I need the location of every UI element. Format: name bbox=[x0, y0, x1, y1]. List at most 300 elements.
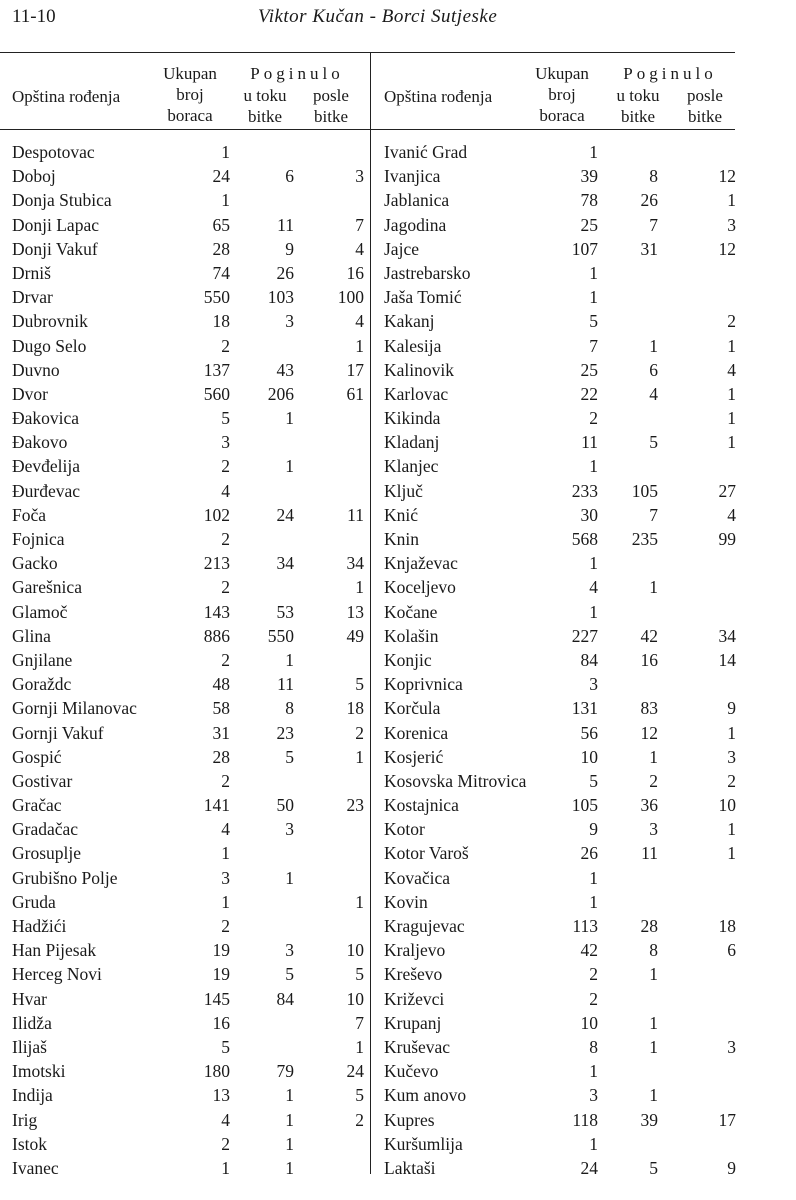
total-fighters: 1 bbox=[589, 456, 598, 477]
killed-during-battle: 2 bbox=[649, 770, 658, 791]
municipality-name: Đakovo bbox=[12, 432, 68, 453]
killed-during-battle: 24 bbox=[276, 504, 294, 525]
total-fighters: 18 bbox=[212, 311, 230, 332]
table-row bbox=[12, 1011, 372, 1035]
table-row bbox=[12, 1108, 372, 1132]
total-fighters: 1 bbox=[221, 190, 230, 211]
municipality-name: Kolašin bbox=[384, 625, 439, 646]
killed-after-battle: 24 bbox=[346, 1061, 364, 1082]
municipality-name: Despotovac bbox=[12, 142, 95, 162]
table-row bbox=[384, 285, 744, 309]
municipality-name: Kikinda bbox=[384, 408, 441, 429]
total-fighters: 2 bbox=[221, 577, 230, 598]
total-fighters: 26 bbox=[580, 843, 598, 864]
killed-after-battle: 12 bbox=[718, 238, 736, 259]
municipality-name: Ilijaš bbox=[12, 1036, 47, 1057]
table-row bbox=[12, 866, 372, 890]
total-fighters: 113 bbox=[572, 916, 598, 936]
killed-after-battle: 1 bbox=[727, 819, 736, 840]
municipality-name: Gradačac bbox=[12, 819, 79, 840]
table-row bbox=[12, 261, 372, 285]
killed-during-battle: 28 bbox=[640, 916, 658, 936]
municipality-name: Ilidža bbox=[12, 1012, 52, 1033]
table-row bbox=[384, 213, 744, 237]
total-fighters: 39 bbox=[580, 166, 598, 187]
municipality-name: Kosjerić bbox=[384, 746, 444, 767]
killed-during-battle: 3 bbox=[649, 819, 658, 840]
total-fighters: 4 bbox=[221, 1109, 230, 1130]
municipality-name: Križevci bbox=[384, 988, 445, 1009]
total-fighters: 107 bbox=[571, 238, 598, 259]
total-fighters: 2 bbox=[221, 456, 230, 477]
killed-during-battle: 5 bbox=[285, 746, 294, 767]
total-fighters: 2 bbox=[589, 988, 598, 1009]
killed-during-battle: 12 bbox=[640, 722, 658, 743]
killed-during-battle: 50 bbox=[276, 795, 294, 816]
municipality-name: Đakovica bbox=[12, 408, 80, 429]
total-fighters: 9 bbox=[589, 819, 598, 840]
killed-during-battle: 550 bbox=[267, 625, 294, 646]
killed-during-battle: 1 bbox=[649, 1012, 658, 1033]
municipality-name: Gostivar bbox=[12, 770, 73, 791]
total-fighters: 180 bbox=[203, 1061, 230, 1082]
municipality-name: Hvar bbox=[12, 988, 47, 1009]
total-fighters: 4 bbox=[221, 819, 230, 840]
total-fighters: 84 bbox=[580, 649, 598, 670]
municipality-name: Kladanj bbox=[384, 432, 440, 453]
municipality-name: Jastrebarsko bbox=[384, 262, 471, 283]
municipality-name: Glina bbox=[12, 625, 51, 646]
municipality-name: Hadžići bbox=[12, 916, 67, 936]
total-fighters: 2 bbox=[589, 408, 598, 429]
total-fighters: 131 bbox=[571, 698, 598, 719]
municipality-name: Korčula bbox=[384, 698, 441, 719]
killed-after-battle: 34 bbox=[346, 553, 364, 574]
total-fighters: 24 bbox=[212, 166, 230, 187]
total-fighters: 1 bbox=[221, 142, 230, 162]
killed-during-battle: 31 bbox=[640, 238, 658, 259]
total-fighters: 118 bbox=[572, 1109, 598, 1130]
total-fighters: 568 bbox=[571, 529, 598, 549]
total-fighters: 19 bbox=[212, 964, 230, 985]
municipality-name: Garešnica bbox=[12, 577, 82, 598]
table-row bbox=[384, 1059, 744, 1083]
killed-after-battle: 1 bbox=[727, 335, 736, 356]
municipality-name: Drniš bbox=[12, 262, 51, 283]
killed-after-battle: 1 bbox=[727, 722, 736, 743]
total-fighters: 22 bbox=[580, 383, 598, 404]
killed-during-battle: 3 bbox=[285, 940, 294, 961]
table-row bbox=[12, 624, 372, 648]
right-header-total: Ukupan broj boraca bbox=[535, 64, 589, 125]
total-fighters: 2 bbox=[589, 964, 598, 985]
killed-during-battle: 53 bbox=[276, 601, 294, 622]
total-fighters: 143 bbox=[203, 601, 230, 622]
total-fighters: 886 bbox=[203, 625, 230, 646]
municipality-name: Krupanj bbox=[384, 1012, 442, 1033]
municipality-name: Konjic bbox=[384, 649, 432, 670]
total-fighters: 1 bbox=[589, 1133, 598, 1154]
municipality-name: Kovin bbox=[384, 891, 428, 912]
municipality-name: Kakanj bbox=[384, 311, 435, 332]
killed-during-battle: 34 bbox=[276, 553, 294, 574]
table-row bbox=[384, 503, 744, 527]
killed-during-battle: 23 bbox=[276, 722, 294, 743]
table-row bbox=[12, 140, 372, 164]
total-fighters: 1 bbox=[589, 262, 598, 283]
municipality-name: Indija bbox=[12, 1085, 53, 1106]
table-row bbox=[12, 503, 372, 527]
killed-after-battle: 61 bbox=[346, 383, 364, 404]
municipality-name: Gruda bbox=[12, 891, 56, 912]
total-fighters: 4 bbox=[589, 577, 598, 598]
killed-during-battle: 11 bbox=[641, 843, 658, 864]
table-row bbox=[384, 696, 744, 720]
municipality-name: Doboj bbox=[12, 166, 56, 187]
running-title: Viktor Kučan - Borci Sutjeske bbox=[258, 6, 498, 27]
killed-during-battle: 43 bbox=[276, 359, 294, 380]
killed-during-battle: 1 bbox=[285, 649, 294, 670]
total-fighters: 19 bbox=[212, 940, 230, 961]
table-row bbox=[12, 890, 372, 914]
killed-during-battle: 9 bbox=[285, 238, 294, 259]
killed-during-battle: 26 bbox=[640, 190, 658, 211]
table-row bbox=[12, 1083, 372, 1107]
total-fighters: 10 bbox=[580, 1012, 598, 1033]
table-row bbox=[384, 1156, 744, 1180]
table-row bbox=[12, 1132, 372, 1156]
table-row bbox=[384, 188, 744, 212]
table-row bbox=[384, 866, 744, 890]
table-row bbox=[384, 841, 744, 865]
killed-during-battle: 3 bbox=[285, 819, 294, 840]
total-fighters: 550 bbox=[203, 287, 230, 308]
municipality-name: Goraždc bbox=[12, 674, 72, 695]
table-row bbox=[384, 817, 744, 841]
killed-after-battle: 10 bbox=[718, 795, 736, 816]
killed-during-battle: 42 bbox=[640, 625, 658, 646]
killed-after-battle: 4 bbox=[727, 504, 736, 525]
total-fighters: 1 bbox=[589, 142, 598, 162]
municipality-name: Knjaževac bbox=[384, 553, 458, 574]
table-row bbox=[384, 479, 744, 503]
municipality-name: Glamoč bbox=[12, 601, 68, 622]
page-number: 11-10 bbox=[12, 6, 56, 27]
total-fighters: 13 bbox=[212, 1085, 230, 1106]
table-row bbox=[384, 454, 744, 478]
total-fighters: 10 bbox=[580, 746, 598, 767]
municipality-name: Gornji Vakuf bbox=[12, 722, 104, 743]
table-row bbox=[384, 987, 744, 1011]
killed-during-battle: 105 bbox=[631, 480, 658, 501]
municipality-name: Donja Stubica bbox=[12, 190, 112, 211]
table-row bbox=[384, 793, 744, 817]
total-fighters: 7 bbox=[589, 335, 598, 356]
municipality-name: Laktaši bbox=[384, 1157, 436, 1178]
total-fighters: 227 bbox=[571, 625, 598, 646]
killed-during-battle: 6 bbox=[649, 359, 658, 380]
left-table bbox=[12, 140, 372, 1180]
page-header bbox=[12, 6, 772, 34]
total-fighters: 58 bbox=[212, 698, 230, 719]
killed-during-battle: 1 bbox=[649, 1036, 658, 1057]
table-row bbox=[12, 600, 372, 624]
killed-during-battle: 3 bbox=[285, 311, 294, 332]
table-row bbox=[384, 1132, 744, 1156]
killed-during-battle: 1 bbox=[649, 746, 658, 767]
municipality-name: Kum anovo bbox=[384, 1085, 467, 1106]
table-row bbox=[384, 769, 744, 793]
table-row bbox=[384, 914, 744, 938]
municipality-name: Han Pijesak bbox=[12, 940, 97, 961]
municipality-name: Koprivnica bbox=[384, 674, 463, 695]
municipality-name: Kotor bbox=[384, 819, 425, 840]
total-fighters: 3 bbox=[221, 432, 230, 453]
killed-after-battle: 6 bbox=[727, 940, 736, 961]
municipality-name: Kragujevac bbox=[384, 916, 465, 936]
killed-after-battle: 17 bbox=[718, 1109, 736, 1130]
table-row bbox=[384, 382, 744, 406]
table-row bbox=[384, 334, 744, 358]
killed-after-battle: 1 bbox=[355, 1036, 364, 1057]
killed-during-battle: 1 bbox=[285, 456, 294, 477]
municipality-name: Jablanica bbox=[384, 190, 450, 211]
table-row bbox=[384, 1035, 744, 1059]
left-header-after: posle bitke bbox=[313, 86, 349, 126]
municipality-name: Kosovska Mitrovica bbox=[384, 770, 527, 791]
table-row bbox=[384, 261, 744, 285]
total-fighters: 78 bbox=[580, 190, 598, 211]
killed-during-battle: 8 bbox=[285, 698, 294, 719]
municipality-name: Kučevo bbox=[384, 1061, 439, 1082]
killed-after-battle: 10 bbox=[346, 988, 364, 1009]
total-fighters: 5 bbox=[589, 770, 598, 791]
killed-after-battle: 9 bbox=[727, 1157, 736, 1178]
table-row bbox=[384, 358, 744, 382]
municipality-name: Gacko bbox=[12, 553, 58, 574]
table-row bbox=[12, 358, 372, 382]
municipality-name: Korenica bbox=[384, 722, 449, 743]
total-fighters: 3 bbox=[221, 867, 230, 888]
municipality-name: Donji Lapac bbox=[12, 214, 99, 235]
killed-during-battle: 1 bbox=[285, 1157, 294, 1178]
table-row bbox=[384, 672, 744, 696]
total-fighters: 1 bbox=[589, 1061, 598, 1082]
killed-during-battle: 11 bbox=[277, 214, 294, 235]
left-header-municipality: Opština rođenja bbox=[12, 87, 121, 106]
municipality-name: Dugo Selo bbox=[12, 335, 87, 356]
total-fighters: 8 bbox=[589, 1036, 598, 1057]
killed-after-battle: 4 bbox=[355, 311, 364, 332]
killed-during-battle: 79 bbox=[276, 1061, 294, 1082]
killed-during-battle: 1 bbox=[285, 867, 294, 888]
municipality-name: Ivanić Grad bbox=[384, 142, 468, 162]
table-row bbox=[384, 1083, 744, 1107]
municipality-name: Kruševac bbox=[384, 1036, 451, 1057]
table-row bbox=[12, 237, 372, 261]
killed-after-battle: 17 bbox=[346, 359, 364, 380]
killed-during-battle: 1 bbox=[285, 1109, 294, 1130]
total-fighters: 1 bbox=[221, 843, 230, 864]
killed-after-battle: 1 bbox=[355, 746, 364, 767]
total-fighters: 42 bbox=[580, 940, 598, 961]
municipality-name: Kalinovik bbox=[384, 359, 454, 380]
killed-after-battle: 5 bbox=[355, 964, 364, 985]
total-fighters: 2 bbox=[221, 770, 230, 791]
killed-after-battle: 2 bbox=[727, 770, 736, 791]
killed-during-battle: 11 bbox=[277, 674, 294, 695]
table-row bbox=[384, 527, 744, 551]
killed-during-battle: 235 bbox=[631, 529, 658, 549]
killed-during-battle: 1 bbox=[649, 964, 658, 985]
total-fighters: 1 bbox=[589, 891, 598, 912]
killed-after-battle: 34 bbox=[718, 625, 736, 646]
table-row bbox=[384, 721, 744, 745]
municipality-name: Gnjilane bbox=[12, 649, 73, 670]
killed-after-battle: 100 bbox=[337, 287, 364, 308]
total-fighters: 2 bbox=[221, 916, 230, 936]
municipality-name: Irig bbox=[12, 1109, 38, 1130]
total-fighters: 1 bbox=[589, 287, 598, 308]
killed-after-battle: 5 bbox=[355, 1085, 364, 1106]
table-row bbox=[12, 406, 372, 430]
total-fighters: 141 bbox=[203, 795, 230, 816]
table-row bbox=[384, 237, 744, 261]
municipality-name: Grosuplje bbox=[12, 843, 82, 864]
total-fighters: 5 bbox=[589, 311, 598, 332]
table-row bbox=[12, 551, 372, 575]
killed-after-battle: 10 bbox=[346, 940, 364, 961]
municipality-name: Kostajnica bbox=[384, 795, 459, 816]
killed-after-battle: 1 bbox=[727, 190, 736, 211]
total-fighters: 65 bbox=[212, 214, 230, 235]
municipality-name: Knin bbox=[384, 529, 419, 549]
table-row bbox=[12, 1156, 372, 1180]
total-fighters: 28 bbox=[212, 238, 230, 259]
table-row bbox=[12, 479, 372, 503]
table-row bbox=[12, 285, 372, 309]
total-fighters: 25 bbox=[580, 214, 598, 235]
killed-after-battle: 12 bbox=[718, 166, 736, 187]
table-row bbox=[384, 551, 744, 575]
killed-after-battle: 2 bbox=[355, 1109, 364, 1130]
killed-during-battle: 84 bbox=[276, 988, 294, 1009]
municipality-name: Đevđelija bbox=[12, 456, 81, 477]
killed-after-battle: 3 bbox=[727, 1036, 736, 1057]
killed-after-battle: 4 bbox=[727, 359, 736, 380]
table-row bbox=[12, 1035, 372, 1059]
killed-after-battle: 18 bbox=[718, 916, 736, 936]
killed-during-battle: 16 bbox=[640, 649, 658, 670]
table-row bbox=[12, 987, 372, 1011]
killed-after-battle: 2 bbox=[727, 311, 736, 332]
municipality-name: Karlovac bbox=[384, 383, 449, 404]
table-row bbox=[384, 140, 744, 164]
killed-after-battle: 49 bbox=[346, 625, 364, 646]
table-row bbox=[12, 938, 372, 962]
killed-during-battle: 36 bbox=[640, 795, 658, 816]
killed-during-battle: 1 bbox=[649, 577, 658, 598]
table-row bbox=[384, 962, 744, 986]
table-row bbox=[12, 769, 372, 793]
table-top-rule bbox=[0, 52, 735, 53]
total-fighters: 1 bbox=[221, 891, 230, 912]
municipality-name: Imotski bbox=[12, 1061, 66, 1082]
killed-after-battle: 16 bbox=[346, 262, 364, 283]
killed-during-battle: 26 bbox=[276, 262, 294, 283]
left-header-during: u toku bitke bbox=[243, 86, 287, 126]
table-row bbox=[384, 938, 744, 962]
total-fighters: 1 bbox=[589, 553, 598, 574]
killed-during-battle: 1 bbox=[649, 335, 658, 356]
municipality-name: Fojnica bbox=[12, 529, 65, 549]
total-fighters: 1 bbox=[589, 601, 598, 622]
killed-during-battle: 1 bbox=[649, 1085, 658, 1106]
left-header-total: Ukupan broj boraca bbox=[163, 64, 217, 125]
right-header-after: posle bitke bbox=[687, 86, 723, 126]
left-header-killed: Poginulo bbox=[250, 64, 344, 83]
table-row bbox=[12, 745, 372, 769]
municipality-name: Kočane bbox=[384, 601, 438, 622]
total-fighters: 74 bbox=[212, 262, 230, 283]
table-row bbox=[384, 600, 744, 624]
municipality-name: Kalesija bbox=[384, 335, 442, 356]
killed-during-battle: 1 bbox=[285, 1133, 294, 1154]
killed-after-battle: 3 bbox=[727, 746, 736, 767]
total-fighters: 2 bbox=[221, 649, 230, 670]
killed-after-battle: 1 bbox=[727, 843, 736, 864]
killed-after-battle: 1 bbox=[355, 335, 364, 356]
killed-after-battle: 5 bbox=[355, 674, 364, 695]
killed-during-battle: 8 bbox=[649, 940, 658, 961]
total-fighters: 5 bbox=[221, 408, 230, 429]
total-fighters: 4 bbox=[221, 480, 230, 501]
municipality-name: Knić bbox=[384, 504, 419, 525]
killed-during-battle: 103 bbox=[267, 287, 294, 308]
municipality-name: Drvar bbox=[12, 287, 53, 308]
table-row bbox=[12, 527, 372, 551]
table-row bbox=[384, 648, 744, 672]
municipality-name: Đurđevac bbox=[12, 480, 81, 501]
table-row bbox=[12, 1059, 372, 1083]
killed-after-battle: 27 bbox=[718, 480, 736, 501]
municipality-name: Jajce bbox=[384, 238, 419, 259]
right-header-during: u toku bitke bbox=[616, 86, 660, 126]
table-row bbox=[12, 841, 372, 865]
killed-during-battle: 206 bbox=[267, 383, 294, 404]
total-fighters: 145 bbox=[203, 988, 230, 1009]
municipality-name: Ključ bbox=[384, 480, 423, 501]
killed-after-battle: 1 bbox=[727, 432, 736, 453]
killed-after-battle: 1 bbox=[355, 577, 364, 598]
total-fighters: 1 bbox=[589, 867, 598, 888]
municipality-name: Dubrovnik bbox=[12, 311, 88, 332]
killed-after-battle: 1 bbox=[727, 383, 736, 404]
table-row bbox=[384, 430, 744, 454]
total-fighters: 48 bbox=[212, 674, 230, 695]
killed-after-battle: 23 bbox=[346, 795, 364, 816]
total-fighters: 30 bbox=[580, 504, 598, 525]
municipality-name: Klanjec bbox=[384, 456, 439, 477]
municipality-name: Kupres bbox=[384, 1109, 435, 1130]
killed-after-battle: 1 bbox=[727, 408, 736, 429]
municipality-name: Herceg Novi bbox=[12, 964, 102, 985]
total-fighters: 3 bbox=[589, 674, 598, 695]
municipality-name: Gospić bbox=[12, 746, 62, 767]
killed-after-battle: 11 bbox=[347, 504, 364, 525]
table-row bbox=[12, 164, 372, 188]
total-fighters: 11 bbox=[581, 432, 598, 453]
